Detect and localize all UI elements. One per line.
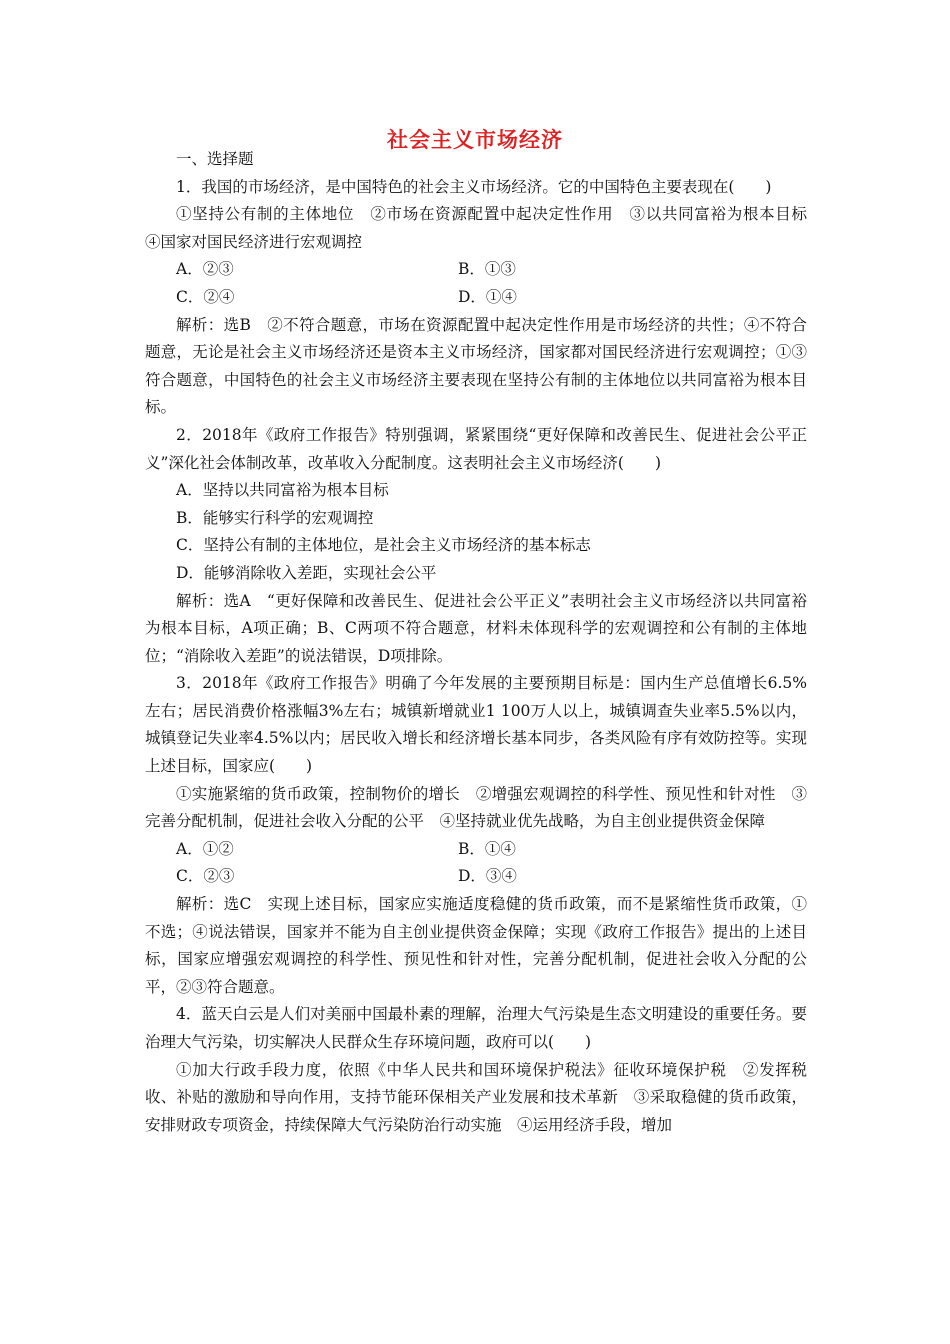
question-1-option-d: D．①④ xyxy=(458,287,517,306)
question-1-option-b: B．①③ xyxy=(458,260,516,279)
question-2-stem: 2．2018年《政府工作报告》特别强调，紧紧围绕“更好保障和改善民生、促进社会公平正义”深化社会体制改革，改革收入分配制度。这表明社会主义市场经济( ) xyxy=(145,425,807,472)
document-body xyxy=(145,146,823,1139)
question-2-option-a: A．坚持以共同富裕为根本目标 xyxy=(176,481,389,500)
question-2-option-c: C．坚持公有制的主体地位，是社会主义市场经济的基本标志 xyxy=(176,536,591,555)
question-2-option-d: D．能够消除收入差距，实现社会公平 xyxy=(176,563,437,582)
question-1-options-row-1 xyxy=(145,256,807,284)
question-3-option-c: C．②③ xyxy=(176,867,235,886)
question-3-analysis: 解析：选C 实现上述目标，国家应实施适度稳健的货币政策，而不是紧缩性货币政策，①不选；④说法错误，国家并不能为自主创业提供资金保障；实现《政府工作报告》提出的上述目标，国家应增强宏观调控的科学性、预见性和针对性，完善分配机制，促进社会收入分配的公平，②③符合题意。 xyxy=(145,895,807,996)
question-1-option-a: A．②③ xyxy=(176,260,234,279)
question-4-stem: 4．蓝天白云是人们对美丽中国最朴素的理解，治理大气污染是生态文明建设的重要任务。要治理大气污染，切实解决人民群众生存环境问题，政府可以( ) xyxy=(145,1005,807,1051)
page-title: 社会主义市场经济 xyxy=(387,127,563,152)
question-2-analysis: 解析：选A “更好保障和改善民生、促进社会公平正义”表明社会主义市场经济以共同富裕为根本目标，A项正确；B、C两项不符合题意，材料未体现科学的宏观调控和公有制的主体地位；“消除收入差距”的说法错误，D项排除。 xyxy=(145,591,807,665)
question-1-items: ①坚持公有制的主体地位 ②市场在资源配置中起决定性作用 ③以共同富裕为根本目标 ④国家对国民经济进行宏观调控 xyxy=(145,205,823,251)
question-3-options-row-1 xyxy=(145,836,807,864)
question-1-analysis: 解析：选B ②不符合题意，市场在资源配置中起决定性作用是市场经济的共性；④不符合题意，无论是社会主义市场经济还是资本主义市场经济，国家都对国民经济进行宏观调控；①③符合题意，中国特色的社会主义市场经济主要表现在坚持公有制的主体地位以共同富裕为根本目标。 xyxy=(145,315,807,417)
section-heading: 一、选择题 xyxy=(176,150,254,168)
question-2-option-b: B．能够实行科学的宏观调控 xyxy=(176,508,374,527)
question-3-stem: 3．2018年《政府工作报告》明确了今年发展的主要预期目标是：国内生产总值增长6.5%左右；居民消费价格涨幅3%左右；城镇新增就业1 100万人以上，城镇调查失业率5.5%以内，城镇登记失业率4.5%以内；居民收入增长和经济增长基本同步，各类风险有序有效防控等。实现上述目标，国家应( ) xyxy=(145,674,807,776)
question-1-options-row-2 xyxy=(145,284,807,312)
question-1-stem: 1．我国的市场经济，是中国特色的社会主义市场经济。它的中国特色主要表现在( ) xyxy=(176,177,772,196)
question-3-options-row-2 xyxy=(145,863,807,891)
question-3-option-b: B．①④ xyxy=(458,839,516,858)
question-1-option-c: C．②④ xyxy=(176,287,235,306)
question-3-items: ①实施紧缩的货币政策，控制物价的增长 ②增强宏观调控的科学性、预见性和针对性 ③完善分配机制，促进社会收入分配的公平 ④坚持就业优先战略，为自主创业提供资金保障 xyxy=(145,784,807,831)
question-4-items: ①加大行政手段力度，依照《中华人民共和国环境保护税法》征收环境保护税 ②发挥税收、补贴的激励和导向作用，支持节能环保相关产业发展和技术革新 ③采取稳健的货币政策，安排财政专项资金，持续保障大气污染防治行动实施 ④运用经济手段，增加 xyxy=(145,1060,807,1134)
question-3-option-d: D．③④ xyxy=(458,867,517,886)
question-3-option-a: A．①② xyxy=(176,839,234,858)
